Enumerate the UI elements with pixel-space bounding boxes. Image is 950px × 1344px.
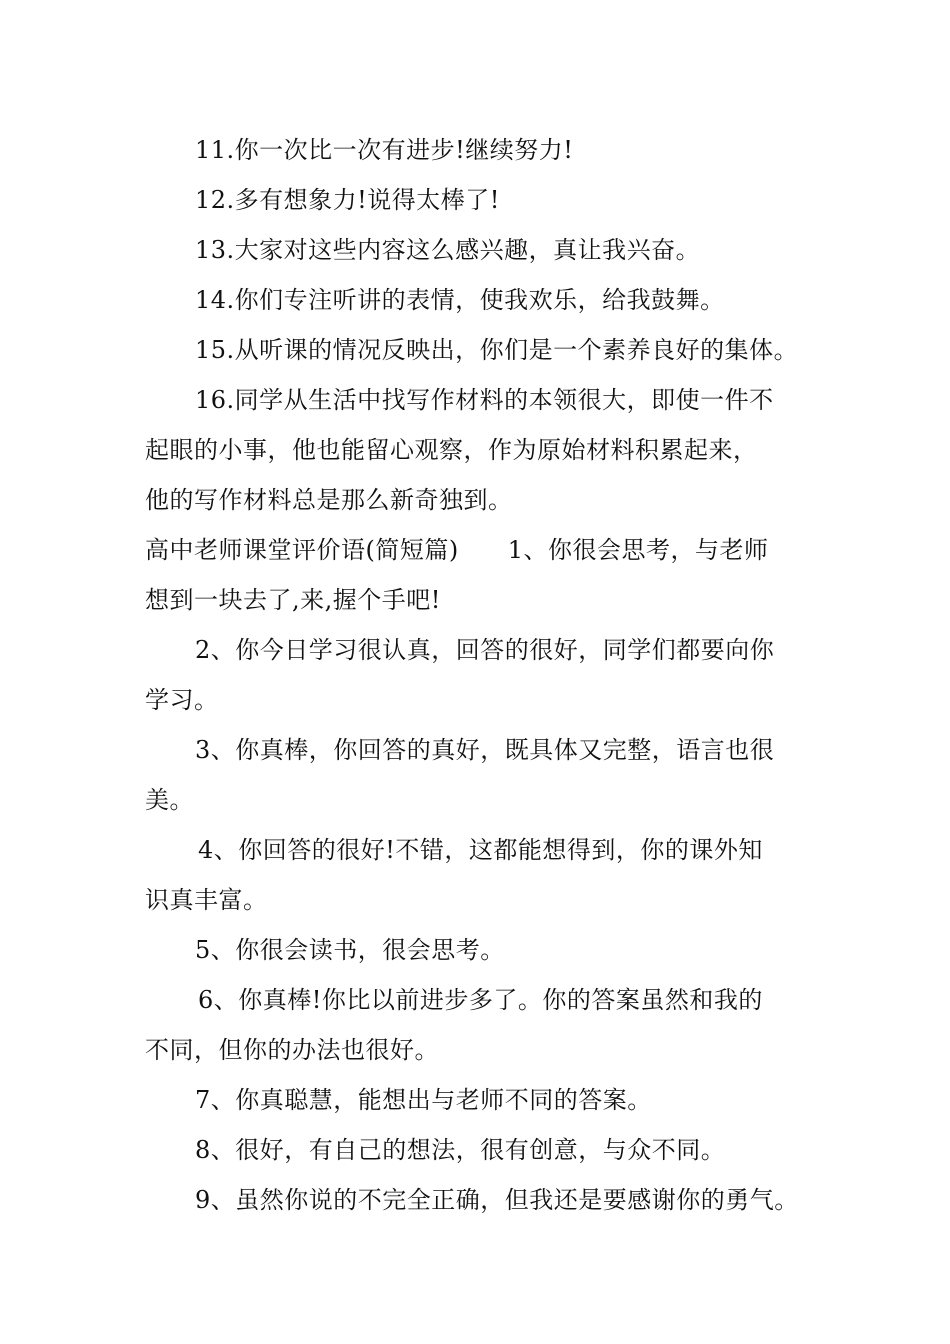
text-line: 11.你一次比一次有进步!继续努力! [195, 136, 574, 164]
section-heading-line: 高中老师课堂评价语(简短篇) 1、你很会思考，与老师 [145, 536, 769, 564]
text-line: 起眼的小事，他也能留心观察，作为原始材料积累起来， [145, 436, 758, 464]
text-line: 识真丰富。 [145, 886, 268, 914]
text-line: 12.多有想象力!说得太棒了! [195, 186, 500, 214]
text-line: 15.从听课的情况反映出，你们是一个素养良好的集体。 [195, 336, 799, 364]
text-line: 16.同学从生活中找写作材料的本领很大，即使一件不 [195, 386, 774, 414]
text-line: 他的写作材料总是那么新奇独到。 [145, 486, 513, 514]
text-line: 9、虽然你说的不完全正确，但我还是要感谢你的勇气。 [195, 1186, 799, 1214]
text-line: 5、你很会读书，很会思考。 [195, 936, 505, 964]
text-line: 3、你真棒，你回答的真好，既具体又完整，语言也很 [195, 736, 775, 764]
text-line: 不同，但你的办法也很好。 [145, 1036, 439, 1064]
text-line: 想到一块去了,来,握个手吧! [145, 586, 441, 614]
text-line: 14.你们专注听讲的表情，使我欢乐，给我鼓舞。 [195, 286, 725, 314]
text-line: 13.大家对这些内容这么感兴趣，真让我兴奋。 [195, 236, 701, 264]
text-line: 2、你今日学习很认真，回答的很好，同学们都要向你 [195, 636, 775, 664]
text-line: 6、你真棒!你比以前进步多了。你的答案虽然和我的 [198, 986, 763, 1014]
text-line: 学习。 [145, 686, 219, 714]
text-line: 4、你回答的很好!不错，这都能想得到，你的课外知 [198, 836, 763, 864]
text-line: 7、你真聪慧，能想出与老师不同的答案。 [195, 1086, 652, 1114]
text-line: 8、很好，有自己的想法，很有创意，与众不同。 [195, 1136, 726, 1164]
text-line: 美。 [145, 786, 194, 814]
